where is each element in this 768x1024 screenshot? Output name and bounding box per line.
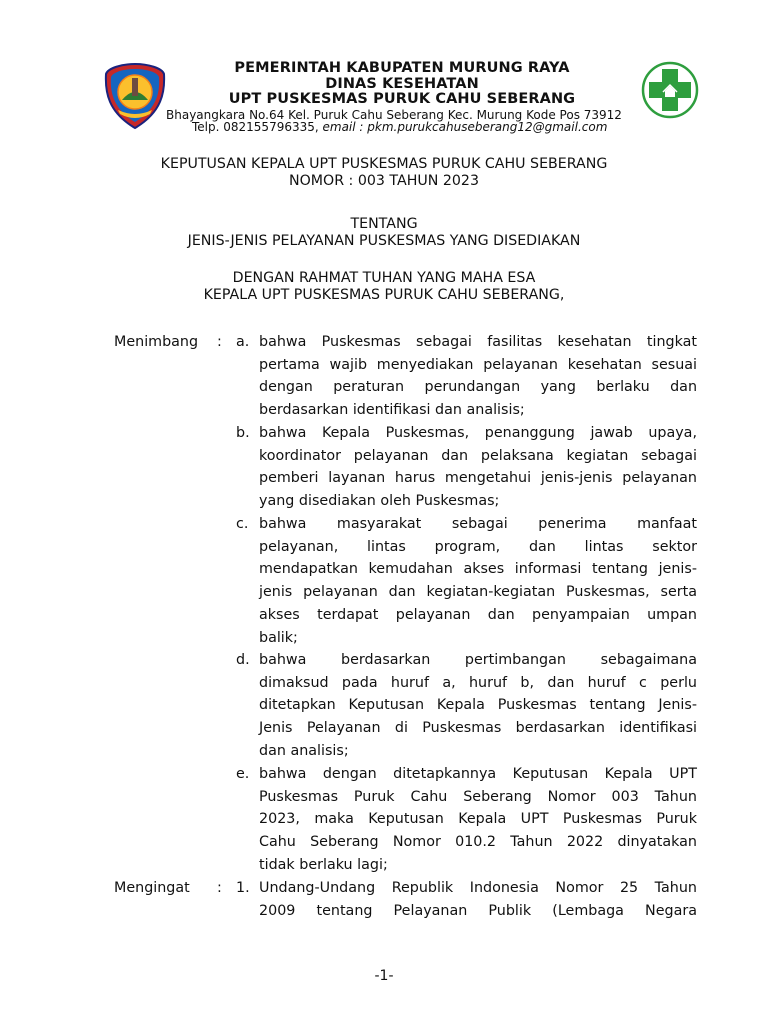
- text-line: bahwa berdasarkan pertimbangan sebagaimana: [259, 652, 697, 668]
- text-line: 2009 tentang Pelayanan Publik (Lembaga Negara: [259, 902, 697, 919]
- page-number: -1-: [374, 968, 394, 984]
- text-line: akses terdapat pelayanan dan penyampaian umpan: [259, 606, 697, 623]
- text-line: mendapatkan kemudahan akses informasi tentang jenis-: [259, 561, 697, 578]
- letterhead-email: email : pkm.purukcahuseberang12@gmail.com: [322, 120, 608, 134]
- text-line: ditetapkan Keputusan Kepala Puskesmas tentang Jenis-: [259, 697, 697, 714]
- decree-title: KEPUTUSAN KEPALA UPT PUSKESMAS PURUK CAHU SEBERANG: [160, 156, 608, 172]
- text-line: Undang-Undang Republik Indonesia Nomor 25 Tahun: [259, 880, 697, 896]
- text-line: dan analisis;: [259, 742, 349, 759]
- text-line: yang disediakan oleh Puskesmas;: [259, 493, 500, 510]
- text-line: pelayanan, lintas program, dan lintas sektor: [259, 538, 697, 555]
- text-line: berdasarkan identifikasi dan analisis;: [259, 402, 525, 419]
- menimbang-item-a: [259, 331, 697, 422]
- text-line: Cahu Seberang Nomor 010.2 Tahun 2022 dinyatakan: [259, 834, 697, 851]
- mengingat-item-1: [259, 877, 697, 922]
- letterhead-agency: DINAS KESEHATAN: [325, 76, 479, 92]
- opening-line-1: DENGAN RAHMAT TUHAN YANG MAHA ESA: [232, 270, 536, 286]
- text-line: Puskesmas Puruk Cahu Seberang Nomor 003 Tahun: [259, 788, 697, 805]
- text-line: pemberi layanan harus mengetahui jenis-jenis pelayanan: [259, 470, 697, 487]
- menimbang-label: Menimbang: [114, 334, 199, 350]
- text-line: 2023, maka Keputusan Kepala UPT Puskesmas Puruk: [259, 811, 697, 828]
- puskesmas-cross-icon: [641, 61, 699, 119]
- decree-number: NOMOR : 003 TAHUN 2023: [289, 173, 479, 189]
- menimbang-item-e: [259, 763, 697, 877]
- menimbang-mark-c: c.: [236, 516, 249, 532]
- text-line: balik;: [259, 629, 298, 646]
- letterhead-unit: UPT PUSKESMAS PURUK CAHU SEBERANG: [228, 91, 576, 107]
- menimbang-mark-e: e.: [236, 766, 250, 782]
- text-line: koordinator pelayanan dan pelaksana kegiatan sebagai: [259, 447, 697, 464]
- menimbang-item-d: [259, 649, 697, 763]
- decree-about-heading: TENTANG: [350, 216, 418, 232]
- mengingat-colon: :: [217, 880, 222, 896]
- letterhead-contact: [192, 120, 607, 134]
- decree-subject: JENIS-JENIS PELAYANAN PUSKESMAS YANG DISEDIAKAN: [187, 233, 581, 249]
- text-line: bahwa Puskesmas sebagai fasilitas kesehatan tingkat: [259, 334, 697, 350]
- menimbang-mark-d: d.: [236, 652, 250, 668]
- mengingat-label: Mengingat: [114, 880, 190, 896]
- letterhead-address: Bhayangkara No.64 Kel. Puruk Cahu Seberang Kec. Murung Kode Pos 73912: [166, 108, 622, 122]
- menimbang-mark-a: a.: [236, 334, 250, 350]
- text-line: dimaksud pada huruf a, huruf b, dan huruf c perlu: [259, 674, 697, 691]
- text-line: Jenis Pelayanan di Puskesmas berdasarkan identifikasi: [259, 720, 697, 737]
- opening-line-2: KEPALA UPT PUSKESMAS PURUK CAHU SEBERANG,: [203, 287, 565, 303]
- menimbang-item-b: [259, 422, 697, 513]
- text-line: pertama wajib menyediakan pelayanan kesehatan sesuai: [259, 356, 697, 373]
- letterhead: [0, 56, 768, 136]
- menimbang-mark-b: b.: [236, 425, 250, 441]
- menimbang-colon: :: [217, 334, 222, 350]
- text-line: jenis pelayanan dan kegiatan-kegiatan Puskesmas, serta: [259, 584, 697, 601]
- text-line: tidak berlaku lagi;: [259, 856, 388, 873]
- menimbang-item-c: [259, 513, 697, 649]
- text-line: bahwa masyarakat sebagai penerima manfaat: [259, 516, 697, 532]
- letterhead-government: PEMERINTAH KABUPATEN MURUNG RAYA: [234, 60, 570, 76]
- text-line: bahwa dengan ditetapkannya Keputusan Kepala UPT: [259, 766, 697, 782]
- text-line: bahwa Kepala Puskesmas, penanggung jawab upaya,: [259, 425, 697, 441]
- mengingat-mark-1: 1.: [236, 880, 250, 896]
- text-line: dengan peraturan perundangan yang berlaku dan: [259, 379, 697, 396]
- letterhead-phone: Telp. 082155796335,: [192, 120, 323, 134]
